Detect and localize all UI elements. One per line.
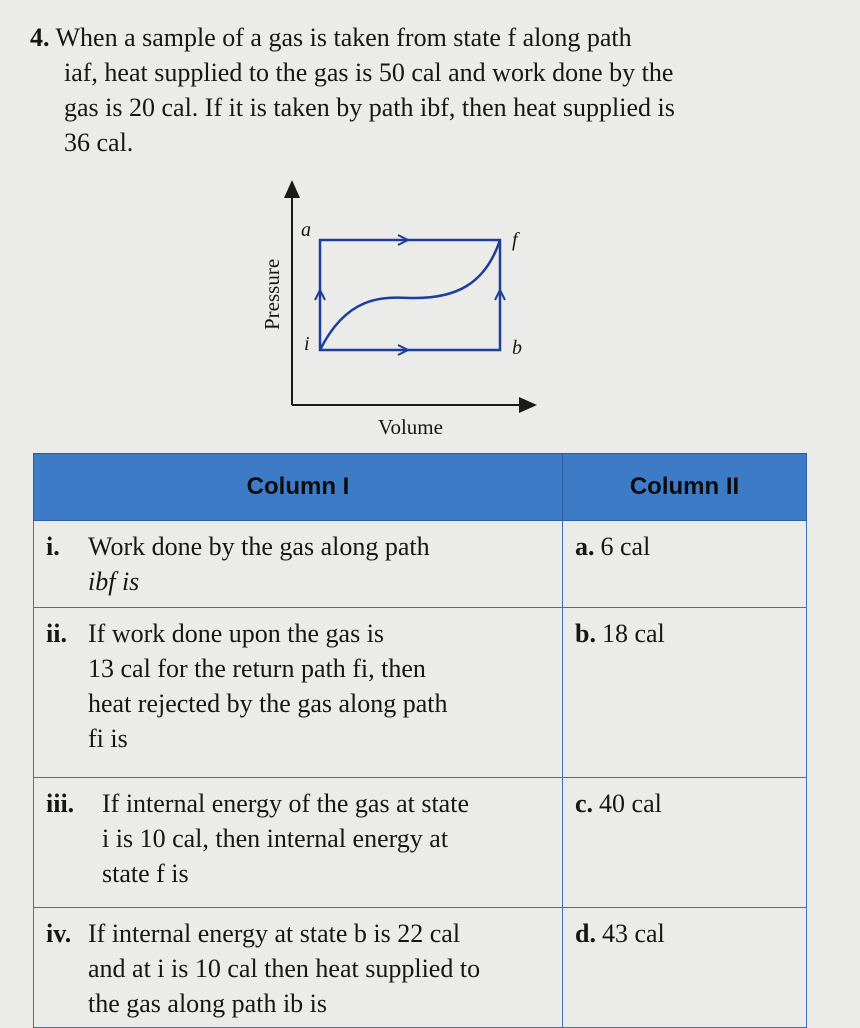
row-3-line-1: If internal energy of the gas at state [102,789,469,818]
row-4-line-3: the gas along path ib is [88,989,328,1018]
option-d-value: 43 cal [601,919,665,948]
row-4-option [563,908,807,1028]
question-line-4: 36 cal. [64,128,134,157]
row-2-number: ii. [46,619,67,648]
row-4-line-2: and at i is 10 cal then heat supplied to [88,954,481,983]
x-axis-label: Volume [378,415,443,439]
row-2-line-2: 13 cal for the return path fi, then [88,654,426,683]
row-1-number: i. [46,532,60,561]
row-4-number: iv. [46,919,72,948]
question-number: 4. [30,23,50,52]
row-2-line-1: If work done upon the gas is [88,619,385,648]
row-3-statement [34,778,563,908]
option-a-letter: a. [575,532,595,561]
row-1-statement [34,521,563,608]
row-3-option [563,778,807,908]
point-i-label: i [304,333,310,355]
column-1-header: Column I [34,454,563,521]
question-block [30,20,810,160]
row-1-option [563,521,807,608]
question-line-2: iaf, heat supplied to the gas is 50 cal and work done by the [64,58,674,87]
point-b-label: b [512,337,522,359]
row-4-line-1: If internal energy at state b is 22 cal [88,919,461,948]
row-3-line-2: i is 10 cal, then internal energy at [102,824,449,853]
row-4-statement [34,908,563,1028]
point-f-label: f [512,229,518,251]
question-line-1 [30,20,810,55]
row-2-option [563,608,807,778]
table-row [34,778,807,908]
table-row [34,908,807,1028]
question-text-1: When a sample of a gas is taken from state f along path [55,23,632,52]
pv-diagram-svg [250,170,550,450]
option-c-letter: c. [575,789,594,818]
row-2-statement [34,608,563,778]
option-b-letter: b. [575,619,596,648]
table-row [34,608,807,778]
row-2-line-4: fi is [88,724,128,753]
row-1-line-2: ibf is [88,567,140,596]
point-a-label: a [301,219,311,241]
path-rectangle [320,240,500,350]
row-2-line-3: heat rejected by the gas along path [88,689,448,718]
option-b-value: 18 cal [601,619,665,648]
match-table [33,453,807,1028]
option-a-value: 6 cal [600,532,651,561]
table-header-row [34,454,807,521]
option-c-value: 40 cal [599,789,662,818]
path-curve-if [320,240,500,350]
row-1-line-1: Work done by the gas along path [88,532,430,561]
question-line-3: gas is 20 cal. If it is taken by path ibf, then heat supplied is [64,93,675,122]
y-axis-label: Pressure [260,258,284,330]
row-3-line-3: state f is [102,859,189,888]
row-3-number: iii. [46,789,75,818]
pv-diagram [250,170,550,450]
column-2-header: Column II [563,454,807,521]
option-d-letter: d. [575,919,596,948]
table-row [34,521,807,608]
